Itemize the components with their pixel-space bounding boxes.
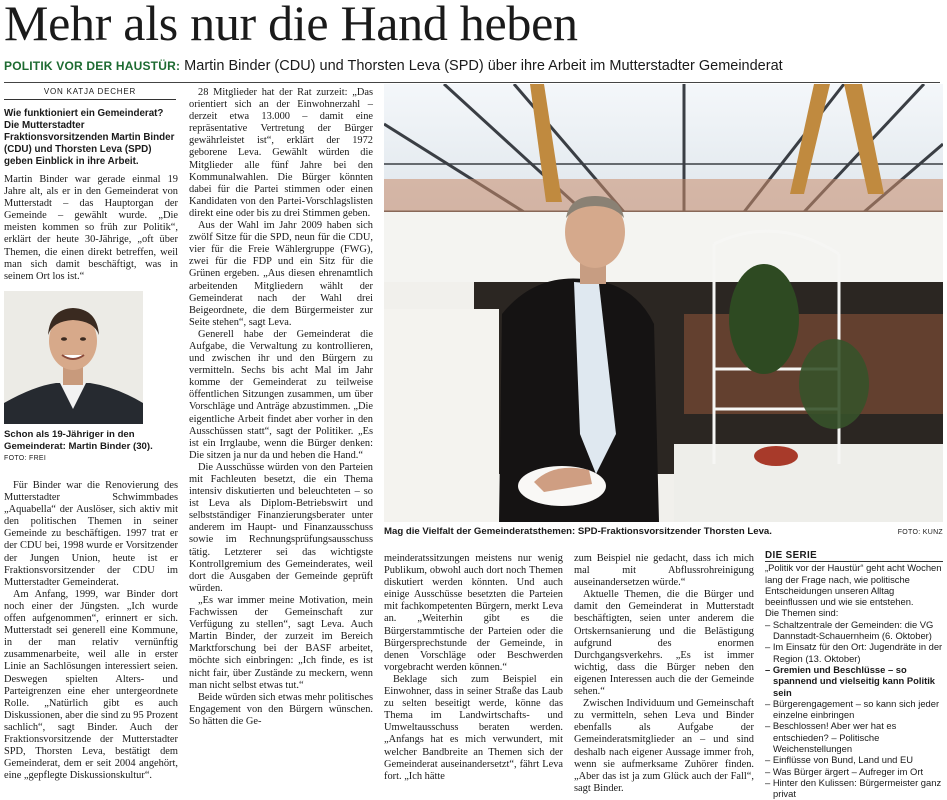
main-photo-illustration: [384, 84, 943, 522]
paragraph: Aktuelle Themen, die die Bürger und damit den Gemeinderat in Mutterstadt beschäftigten, seien unter anderem die Ortskernsanierung und die Belästigung aufgrund des enormen Durchgangsverkehrs. „Es ist immer wichtig, dass die Bürger neben den eigenen Interessen auch die der Gemeinde sehen.“: [574, 589, 754, 698]
series-sidebar: [765, 550, 943, 800]
paragraph: Die Ausschüsse würden von den Parteien mit Fachleuten besetzt, die ein Thema intensiv diskutierten und beleuchteten – so ist Leva als Diplom-Betriebswirt und selbstständiger Finanzierungsberater unter anderem im Haupt- und Finanzausschuss sowie im Rechnungsprüfungsausschuss tätig. Letzterer sei das wichtigste Kontrollgremium des Gemeinderates, weil dort die Ausgaben der Gemeinde geprüft würden.: [189, 461, 373, 594]
kicker-label: POLITIK VOR DER HAUSTÜR:: [4, 59, 181, 73]
paragraph: 28 Mitglieder hat der Rat zurzeit: „Das orientiert sich an der Einwohnerzahl – derzeit etwa 13.000 – damit eine repräsentative Vertretung der Bürger gewährleistet ist“, erklärt der 1972 geborene Leva. Gewählt würden die Mitglieder alle fünf Jahre bei den Kommunalwahlen. Die Bürger könnten dabei für die Partei stimmen oder einen Kandidaten von den Partei-Vorschlagslisten direkt eine oder bis zu drei Stimmen geben.: [189, 87, 373, 219]
author-byline: VON KATJA DECHER: [4, 87, 176, 100]
paragraph: Am Anfang, 1999, war Binder dort noch einer der Jüngsten. „Ich wurde offen aufgenommen“, erinnert er sich. Mutterstadt sei generell eine Kommune, in der man relativ vernünftig zusammenarbeite, weil alle in erster Linie an Sachlösungen interessiert seien. Deswegen spielten Alters- und Parteigrenzen eine eher untergeordnete Rolle. „Natürlich gibt es auch Diskussionen, aber die sind zu 95 Prozent sachlich“, sagt Binder. Auch der Fraktionsvorsitzende der Mutterstadter SPD, Thorsten Leva, bestätigt dem Gemeinderat, dem er seit 2004 angehört, eine „gepflegte Diskussionskultur“.: [4, 588, 179, 782]
series-item: – Was Bürger ärgert – Aufreger im Ort: [765, 765, 924, 777]
article-column-4: [574, 553, 754, 795]
paragraph: Beklage sich zum Beispiel ein Einwohner, dass in seiner Straße das Laub zu selten beseitigt werde, könne das Thema im Landwirtschafts- und Umweltausschuss beraten werden. „Anfangs hat es mich verwundert, mit welcher Bandbreite an Themen sich der Gemeinderat auseinandersetzt“, fährt Leva fort. „Ich hätte: [384, 673, 563, 782]
kicker-text: Martin Binder (CDU) und Thorsten Leva (SPD) über ihre Arbeit im Mutterstadter Gemeinderat: [184, 58, 783, 74]
article-column-2: [189, 87, 373, 728]
portrait-illustration: [4, 291, 143, 424]
series-item: – Bürgerengagement – so kann sich jeder einzelne einbringen: [765, 697, 940, 721]
paragraph: Für Binder war die Renovierung des Mutterstadter Schwimmbades „Aquabella“ der Auslöser, sich aktiv mit den politischen Themen in seiner Gemeinde zu beschäftigen. 1997 trat er der CDU bei, 1998 wurde er Vorsitzender der Jungen Union, heute ist er Fraktionsvorsitzender der CDU im Mutterstadter Gemeinderat.: [4, 480, 178, 588]
portrait-credit: FOTO: FREI: [4, 455, 47, 462]
paragraph: Martin Binder war gerade einmal 19 Jahre alt, als er in den Gemeinderat von Mutterstadt – das Hauptorgan der Gemeinde – gewählt wurde. „Die meisten kommen so früh zur Politik“, erklärt der heute 30-Jährige, „oft über Themen, die einen direkt betreffen, weil man sich damit beschäftigt, was in seinem Ort los ist.“: [4, 174, 178, 282]
series-item: – Beschlossen! Aber wer hat es entschieden? – Politische Weichenstellungen: [765, 720, 897, 755]
paragraph: zum Beispiel nie gedacht, dass ich mich mal mit Abflussrohreinigung auseinandersetzen würde.“: [574, 553, 754, 589]
main-photo-credit: FOTO: KUNZ: [897, 529, 943, 536]
series-item: – Einflüsse von Bund, Land und EU: [765, 754, 914, 766]
kicker: [4, 57, 783, 75]
paragraph: Zwischen Individuum und Gemeinschaft zu vermitteln, sehen Leva und Binder ebenfalls als Aufgabe der Gemeinderatsmitglieder an – und sind deshalb nach eigener Aussage immer froh, wenn sie aufmerksame Zuhörer finden. „Aber das ist ja zum Glück auch der Fall“, sagt Binder.: [574, 698, 754, 794]
headline: Mehr als nur die Hand heben: [4, 0, 578, 51]
series-item: – Hinter den Kulissen: Bürgermeister ganz privat: [765, 776, 942, 800]
series-item-current: – Gremien und Beschlüsse – so spannend und vielseitig kann Politik sein: [765, 663, 936, 698]
series-title: DIE SERIE: [765, 550, 943, 562]
portrait-caption: [4, 429, 178, 465]
main-photo-caption: [384, 526, 943, 539]
article-column-3: [384, 553, 563, 783]
headline-rule: [4, 82, 940, 83]
main-photo-leva: [384, 84, 943, 522]
article-column-1-top: [4, 108, 178, 283]
paragraph: Generell habe der Gemeinderat die Aufgabe, die Verwaltung zu kontrollieren, und zwischen ihr und den Bürgern zu vermitteln. Sechs bis acht Mal im Jahr komme der Gemeinderat zu teilweise öffentlichen Sitzungen zusammen, um über Vorschläge und Anträge abzustimmen. „Die eigentliche Arbeit findet aber vorher in den Ausschüssen statt“, sagt der Politiker. „Es ist ein Irrglaube, wenn die Bürger denken: Die sitzen ja nur da und heben die Hand.“: [189, 328, 373, 461]
portrait-caption-text: Schon als 19-Jähriger in den Gemeinderat: Martin Binder (30).: [4, 429, 153, 452]
series-lead: Die Themen sind:: [765, 607, 839, 619]
article-column-1-bottom: [4, 480, 178, 782]
paragraph: „Es war immer meine Motivation, mein Fachwissen der Gemeinschaft zur Verfügung zu stellen“, sagt Leva. Auch Martin Binder, der zurzeit im Bereich Marktforschung bei der BASF arbeitet, möchte sich einbringen: „Ich finde, es ist nicht fair, über Zustände zu meckern, wenn man nicht selbst etwas tut.“: [189, 594, 373, 691]
series-intro: „Politik vor der Haustür“ geht acht Wochen lang der Frage nach, wie politische Entscheidungen unseren Alltag beeinflussen und wie sie entstehen.: [765, 562, 942, 608]
paragraph: Aus der Wahl im Jahr 2009 haben sich zwölf Sitze für die SPD, neun für die CDU, vier für die Freie Wählergruppe (FWG), zwei für die FDP und ein Sitz für die Grünen ergeben. „Aus diesen ehrenamtlich arbeitenden Mitgliedern wählt der Gemeinderat nach der Wahl drei Beigeordnete, die dem Bürgermeister zur Seite stehen“, sagt Leva.: [189, 220, 373, 328]
series-item: – Im Einsatz für den Ort: Jugendräte in der Region (13. Oktober): [765, 641, 943, 664]
portrait-photo-binder: [4, 291, 143, 424]
series-item: – Schaltzentrale der Gemeinden: die VG Dannstadt-Schauernheim (6. Oktober): [765, 618, 934, 642]
paragraph: Beide würden sich etwas mehr politisches Engagement von den Bürgern wünschen. So hätten die Ge-: [189, 691, 373, 727]
article-intro: Wie funktioniert ein Gemeinderat? Die Mutterstadter Fraktionsvorsitzenden Martin Binder (CDU) und Thorsten Leva (SPD) geben Einblick in ihre Arbeit.: [4, 108, 175, 167]
main-photo-caption-text: Mag die Vielfalt der Gemeinderatsthemen: SPD-Fraktionsvorsitzender Thorsten Leva.: [384, 526, 772, 537]
paragraph: meinderatssitzungen meistens nur wenig Publikum, obwohl auch dort noch Themen diskutiert werden könnten. Und auch einige Ausschüsse besetzten die Parteien mit fachkompetenten Bürgern, merkt Leva an. „Weiterhin gibt es die Bürgerstammtische der Parteien oder die Bürgersprechstunde der Gemeinde, in denen Vorschläge oder Beschwerden vorgebracht werden können.“: [384, 553, 563, 673]
